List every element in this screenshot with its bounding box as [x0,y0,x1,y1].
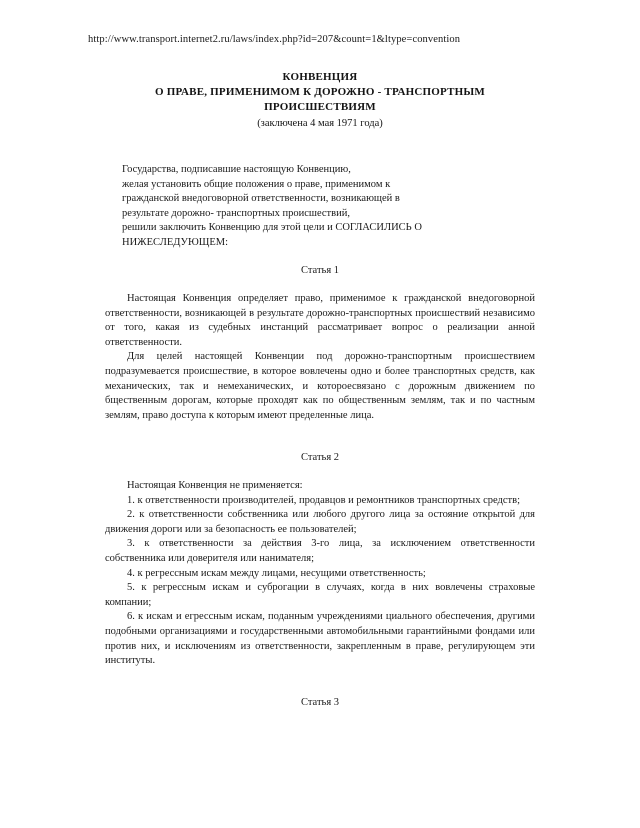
article-2-body [105,479,535,669]
article-2-item-2: 2. к ответственности собственника или любого другого лица за остояние открытой для движения дороги или за безопасность ее пользователей; [105,509,535,535]
preamble-line-6: НИЖЕСЛЕДУЮЩЕМ: [122,236,229,248]
title-subtitle: (заключена 4 мая 1971 года) [257,118,383,129]
article-2-item-5: 5. к регрессным искам и суброгации в случаях, когда в них вовлечены страховые компании; [105,582,535,608]
title-line-1: КОНВЕНЦИЯ [282,71,358,83]
preamble-line-2: желая установить общие положения о праве, применимом к [122,178,391,190]
preamble-line-3: гражданской внедоговорной ответственности, возникающей в [122,193,400,205]
article-1-paragraph-2: Для целей настоящей Конвенции под дорожно-транспортным происшествием подразумевается происшествие, в которое вовлечены одно и более транспортных средств, как механических, так и немеханических, и котороесвязано с дорожным движением по бщественным дорогам, которые проходят как по общественным землям, так и по частным землям, право доступа к которым имеют пределенные лица. [105,351,535,421]
preamble-line-5: решили заключить Конвенцию для этой цели и СОГЛАСИЛИСЬ О [122,222,422,234]
preamble-line-4: результате дорожно- транспортных происшествий, [122,207,350,219]
article-2-paragraph-intro: Настоящая Конвенция не применяется: [127,480,303,491]
article-2-item-4: 4. к регрессным искам между лицами, несущими ответственность; [127,567,426,579]
article-2-item-3: 3. к ответственности за действия 3-го лица, за исключением ответственности собственника или доверителя или нанимателя; [105,538,535,564]
title-line-3: ПРОИСШЕСТВИЯМ [264,101,376,113]
preamble-line-1: Государства, подписавшие настоящую Конвенцию, [122,164,351,175]
title-line-2: О ПРАВЕ, ПРИМЕНИМОМ К ДОРОЖНО - ТРАНСПОРТНЫМ [155,86,485,98]
article-1-body [105,292,535,423]
preamble-block [122,163,522,251]
article-2-item-1: 1. к ответственности производителей, продавцов и ремонтников транспортных средств; [127,494,520,506]
article-heading-1: Статья 1 [300,265,340,276]
article-2-item-6: 6. к искам и егрессным искам, поданным учреждениями циального обеспечения, другими подобными организациями и государственными автомобильными гарантийными фондами или против них, и исключениям из ответственности, закрепленным в праве, регулирующем эти институты. [105,611,535,667]
article-1-paragraph-1: Настоящая Конвенция определяет право, применимое к гражданской внедоговорной ответственности, возникающей в результате дорожно-транспортных происшествий независимо от того, какая из судебных инстанций рассматривает вопрос о реализации анной ответственности. [105,293,535,348]
article-heading-3: Статья 3 [300,697,340,708]
url-header: http://www.transport.internet2.ru/laws/index.php?id=207&count=1&ltype=convention [88,34,461,45]
article-heading-2: Статья 2 [300,452,340,463]
document-title-block [60,70,580,132]
